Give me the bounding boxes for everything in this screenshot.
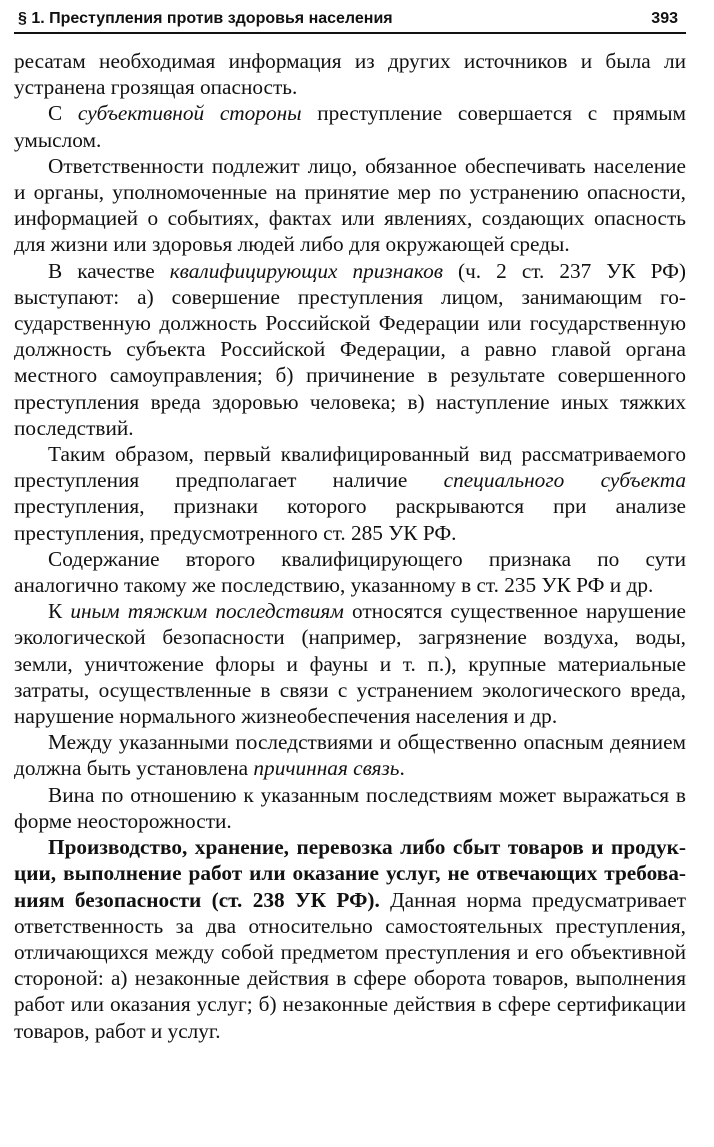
paragraph-text: Содержание второго квалифицирующего признака по сути аналогично такому же последствию, указанному в ст. 235 УК РФ и др. <box>14 546 686 598</box>
paragraph-text: преступление совершается с прямым умыслом. <box>14 101 687 152</box>
body-text <box>14 48 686 1044</box>
paragraph-text: относятся существенное нарушение экологической безопасности (например, загрязнение воздуха, воды, земли, уничтожение флоры и фауны и т. п.), крупные материальные затраты, осуществленные в связи с устранением экологического вреда, нарушение нормального жизнеобеспечения населения и др. <box>14 599 687 729</box>
paragraph <box>14 258 686 441</box>
paragraph-text: К <box>48 599 71 624</box>
paragraph-text: (ч. 2 ст. 237 УК РФ) выступают: а) совершение преступления лицом, занимающим государственную должность Российской Федерации или государственную должность субъекта Российской Федерации, а равно главой органа местного самоуправления; б) причинение в результате совершенного преступления вреда здоровью человека; в) наступление иных тяжких последствий. <box>14 258 686 440</box>
paragraph-text: С <box>48 101 78 126</box>
paragraph-text: . <box>399 756 405 781</box>
paragraph <box>14 153 686 258</box>
paragraph-text: ресатам необходимая информация из других источников и была ли устранена грозящая опасность. <box>14 49 686 100</box>
running-header <box>14 8 686 34</box>
paragraph <box>14 441 686 546</box>
paragraph <box>14 100 686 152</box>
emphasized-term: квалифицирующих признаков <box>169 258 443 283</box>
paragraph <box>14 48 686 100</box>
paragraph-text: преступления, признаки которого раскрываются при анализе преступления, предусмотренного ст. 285 УК РФ. <box>14 494 686 545</box>
paragraph <box>14 729 686 781</box>
page-number: 393 <box>651 10 678 27</box>
emphasized-term: специального субъекта <box>443 468 686 493</box>
section-title: § 1. Преступления против здоровья населения <box>18 10 393 27</box>
emphasized-term: иным тяжким последствиям <box>70 599 344 624</box>
emphasized-term: субъективной стороны <box>77 101 302 126</box>
paragraph <box>14 546 686 598</box>
paragraph-text: Между указанными последствиями и общественно опасным деянием должна быть установлена <box>14 730 686 781</box>
article-heading: Производство, хранение, перевозка либо сбыт товаров и продукции, выполнение работ или оказание услуг, не отвечающих требованиям безопасности (ст. 238 УК РФ). <box>14 835 686 912</box>
paragraph <box>14 834 686 1044</box>
paragraph <box>14 598 686 729</box>
emphasized-term: причинная связь <box>253 756 400 781</box>
paragraph <box>14 782 686 834</box>
paragraph-text: Данная норма предусматривает ответственность за два относительно самостоятельных преступления, отличающихся между собой предметом преступления и его объективной стороной: а) незаконные действия в сфере оборота товаров, выполнения работ или оказания услуг; б) незаконные действия в сфере сертификации товаров, работ и услуг. <box>14 887 687 1043</box>
paragraph-text: Вина по отношению к указанным последствиям может выражаться в форме неосторожности. <box>14 782 686 833</box>
paragraph-text: В качестве <box>48 258 170 283</box>
paragraph-text: Ответственности подлежит лицо, обязанное обеспечивать население и органы, уполномоченные на принятие мер по устранению опасности, информацией о событиях, фактах или явлениях, создающих опасность для жизни или здоровья людей либо для окружающей среды. <box>14 153 686 257</box>
paragraph-text: Таким образом, первый квалифицированный вид рассматриваемого преступления предполагает наличие <box>14 442 686 493</box>
